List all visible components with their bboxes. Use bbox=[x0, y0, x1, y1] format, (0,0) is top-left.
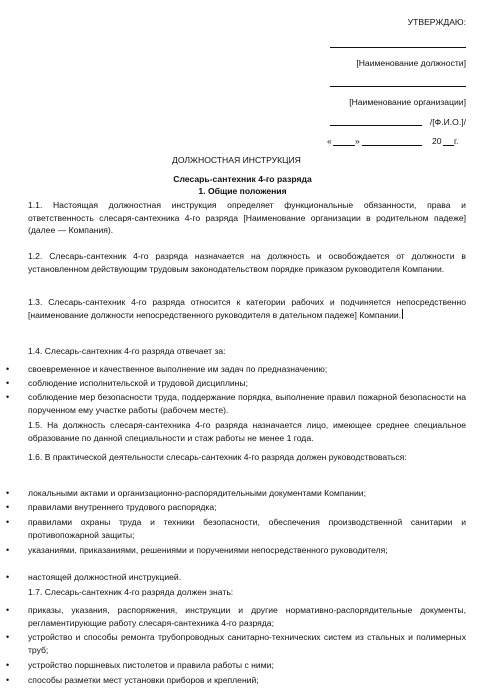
paragraph-1-6: 1.6. В практической деятельности слесарь-сантехник 4-го разряда должен руководствоваться: bbox=[28, 452, 407, 462]
bullet: • bbox=[6, 675, 10, 685]
text-cursor bbox=[402, 309, 403, 319]
paragraph-1-4: 1.4. Слесарь-сантехник 4-го разряда отвечает за: bbox=[28, 346, 226, 356]
date-close-quote: » bbox=[355, 136, 360, 146]
paragraph-1-7: 1.7. Слесарь-сантехник 4-го разряда должен знать: bbox=[28, 587, 234, 597]
approve-label: УТВЕРЖДАЮ: bbox=[407, 17, 466, 27]
bullet: • bbox=[6, 488, 10, 498]
paragraph-1-3-text: 1.3. Слесарь-сантехник 4-го разряда относится к категории рабочих и подчиняется непосредственно [наименование должности непосредственного руководителя в дательном падеже] Компании. bbox=[28, 297, 466, 320]
list-item: правилами внутреннего трудового распорядка; bbox=[28, 502, 217, 512]
organization-placeholder: [Наименование организации] bbox=[349, 97, 466, 107]
list-item: устройство поршневых пистолетов и правила работы с ними; bbox=[28, 660, 274, 670]
list-item: приказы, указания, распоряжения, инструкции и другие нормативно-распорядительные документы, регламентирующие работу слесаря-сантехника 4-го разряда; bbox=[28, 605, 466, 628]
document-type-title: ДОЛЖНОСТНАЯ ИНСТРУКЦИЯ bbox=[172, 155, 301, 165]
organization-signature-line bbox=[330, 86, 466, 87]
signature-fio: /[Ф.И.О.]/ bbox=[429, 117, 466, 127]
date-year-suffix: г. bbox=[454, 136, 459, 146]
position-signature-line bbox=[330, 47, 466, 48]
date-year-line bbox=[443, 145, 454, 146]
bullet: • bbox=[6, 502, 10, 512]
bullet: • bbox=[6, 572, 10, 582]
bullet: • bbox=[6, 517, 10, 527]
date-open-quote: « bbox=[327, 136, 332, 146]
paragraph-1-2: 1.2. Слесарь-сантехник 4-го разряда назначается на должность и освобождается от должности в установленном действующим трудовым законодательством порядке приказом руководителя Компании. bbox=[28, 251, 466, 274]
list-item: локальными актами и организационно-распорядительными документами Компании; bbox=[28, 488, 366, 498]
date-day-line bbox=[333, 145, 355, 146]
list-item: указаниями, приказаниями, решениями и поручениями непосредственного руководителя; bbox=[28, 545, 388, 555]
bullet: • bbox=[6, 392, 10, 402]
paragraph-1-3 bbox=[28, 296, 466, 321]
position-placeholder: [Наименование должности] bbox=[356, 58, 466, 68]
bullet: • bbox=[6, 605, 10, 615]
signature-line bbox=[330, 125, 422, 126]
paragraph-1-1: 1.1. Настоящая должностная инструкция определяет функциональные обязанности, права и ответственность слесаря-сантехника 4-го разряда [Наименование организации в родительном падеже] (далее — Компания). bbox=[28, 200, 466, 236]
list-item: правилами охраны труда и техники безопасности, обеспечения производственной санитарии и противопожарной защиты; bbox=[28, 517, 466, 540]
job-title: Слесарь-сантехник 4-го разряда bbox=[173, 174, 312, 184]
list-item: соблюдение исполнительской и трудовой дисциплины; bbox=[28, 378, 248, 388]
bullet: • bbox=[6, 364, 10, 374]
list-item: своевременное и качественное выполнение им задач по предназначению; bbox=[28, 364, 328, 374]
list-item: соблюдение мер безопасности труда, поддержание порядка, выполнение правил пожарной безопасности на порученном ему участке работы (рабочем месте). bbox=[28, 392, 466, 415]
paragraph-1-5: 1.5. На должность слесаря-сантехника 4-го разряда назначается лицо, имеющее среднее специальное образование по данной специальности и стаж работы не менее 1 года. bbox=[28, 420, 466, 443]
list-item: настоящей должностной инструкцией. bbox=[28, 572, 182, 582]
bullet: • bbox=[6, 632, 10, 642]
section-1-title: 1. Общие положения bbox=[198, 186, 287, 196]
date-year-prefix: 20 bbox=[432, 136, 442, 146]
bullet: • bbox=[6, 378, 10, 388]
bullet: • bbox=[6, 545, 10, 555]
list-item: устройство и способы ремонта трубопроводных санитарно-технических систем из стальных и полимерных труб; bbox=[28, 632, 466, 655]
list-item: способы разметки мест установки приборов и креплений; bbox=[28, 675, 259, 685]
bullet: • bbox=[6, 660, 10, 670]
date-month-line bbox=[362, 145, 422, 146]
